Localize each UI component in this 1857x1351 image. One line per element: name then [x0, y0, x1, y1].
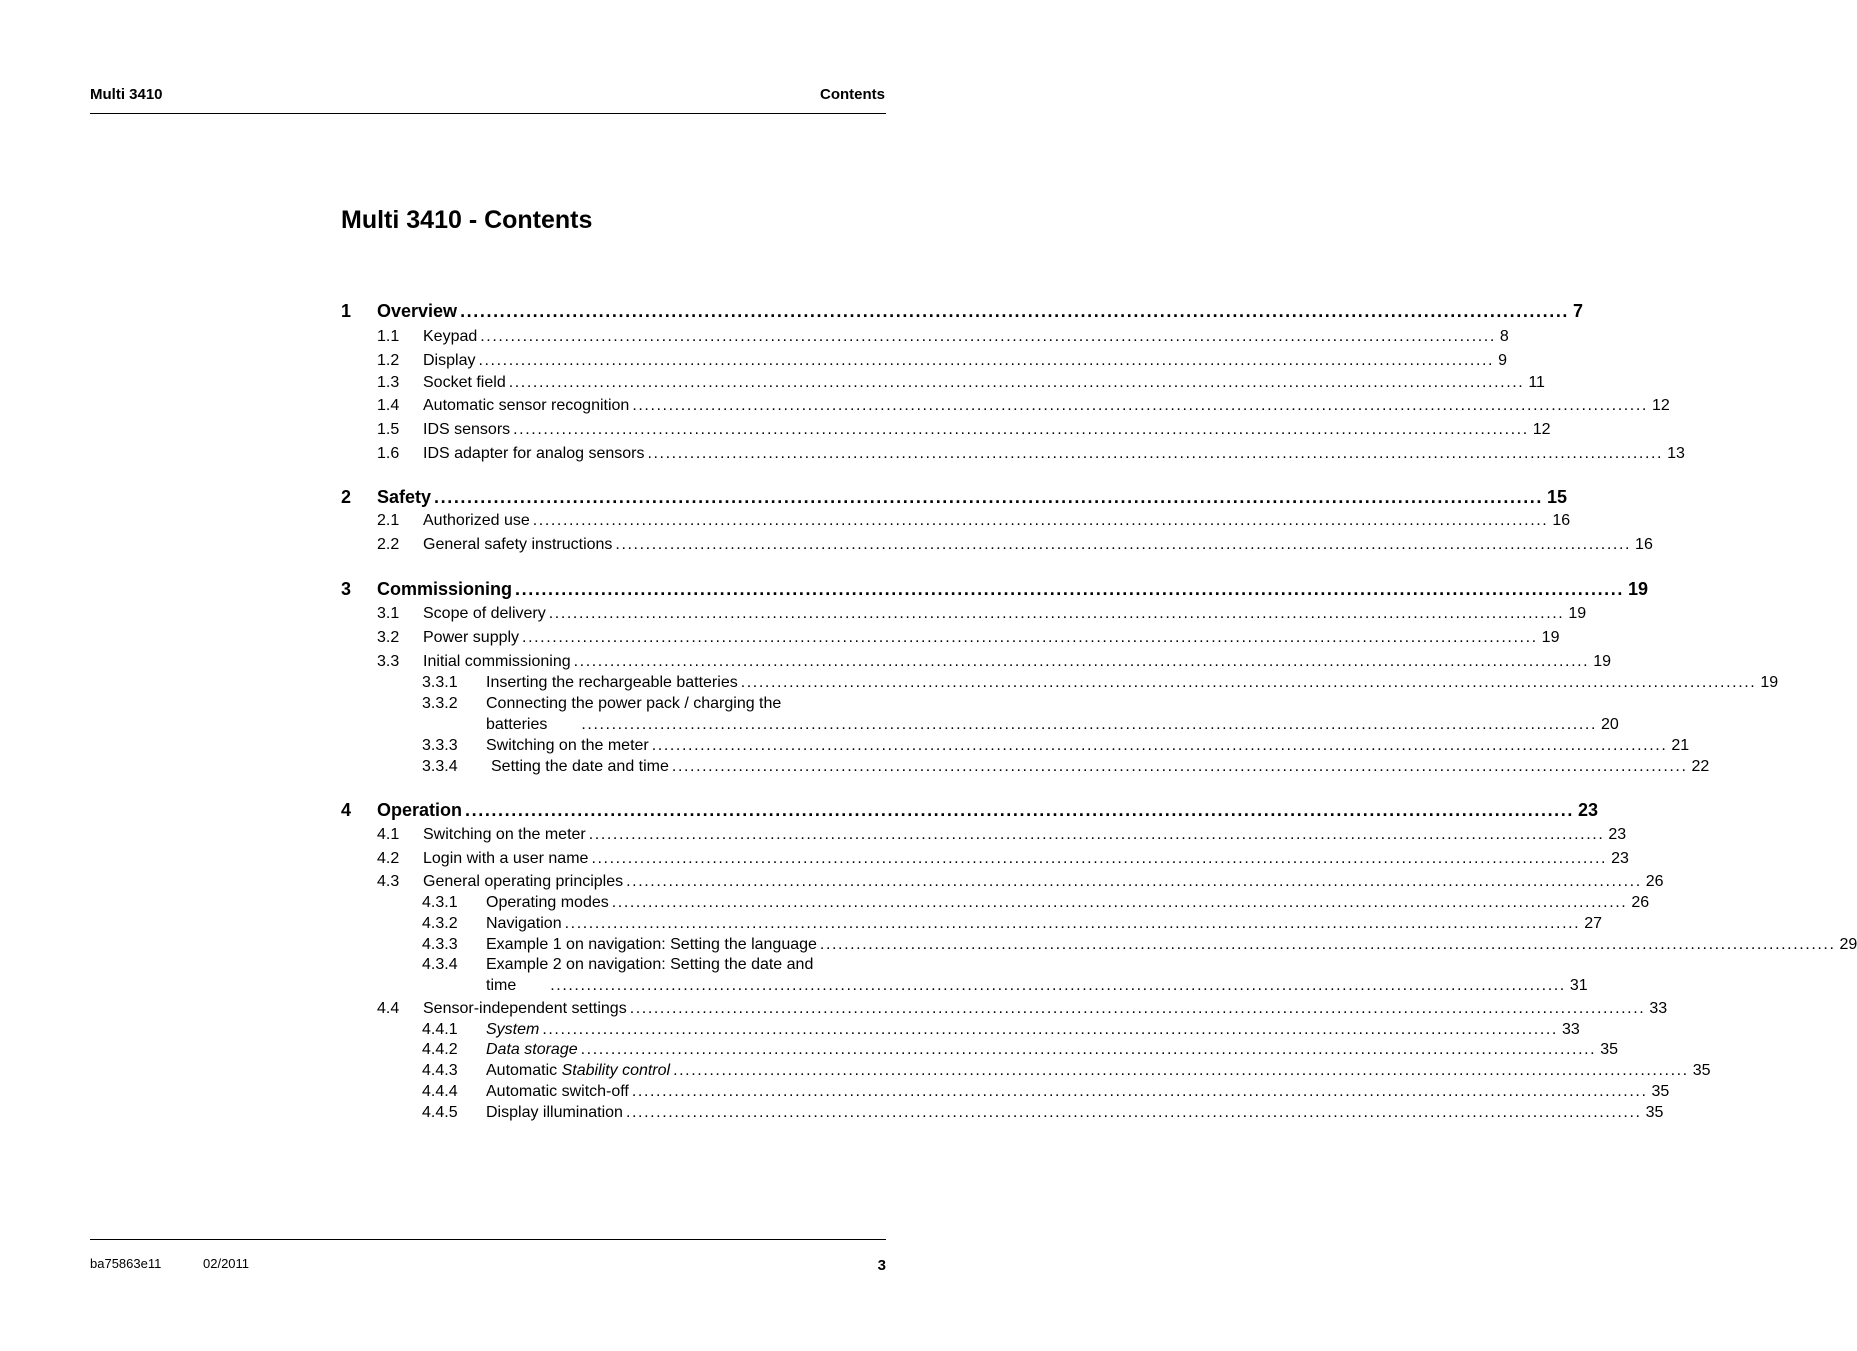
toc-page: 19 — [1627, 579, 1649, 599]
footer-date: 02/2011 — [203, 1256, 250, 1271]
toc-leader-dots: ........................................................................................................................................................................ — [478, 352, 1495, 369]
toc-title: Scope of delivery — [423, 605, 546, 622]
toc-section-switching-on-meter[interactable] — [377, 826, 1627, 844]
toc-section-general-operating[interactable] — [377, 873, 1664, 891]
toc-page: 35 — [1600, 1041, 1619, 1058]
toc-title: General operating principles — [423, 873, 624, 890]
toc-title: Switching on the meter — [423, 826, 586, 843]
toc-subsection-display-illumination[interactable] — [422, 1104, 1664, 1122]
toc-number: 4.3.3 — [422, 936, 458, 953]
toc-page: 20 — [1601, 716, 1619, 733]
toc-page: 19 — [1568, 605, 1587, 622]
toc-title: Connecting the power pack / charging the — [486, 695, 782, 712]
toc-number: 2.2 — [377, 536, 400, 553]
header-rule — [90, 113, 886, 114]
toc-page: 19 — [1541, 629, 1560, 646]
toc-page: 12 — [1532, 421, 1551, 438]
toc-leader-dots: ........................................................................................................................................................................ — [651, 737, 1668, 754]
toc-subsection-switching-on[interactable] — [422, 737, 1690, 755]
toc-leader-dots: ........................................................................................................................................................................ — [631, 1083, 1648, 1100]
toc-chapter-operation[interactable] — [341, 800, 1599, 821]
toc-chapter-safety[interactable] — [341, 487, 1568, 508]
toc-number: 4.3.2 — [422, 915, 458, 932]
toc-page: 16 — [1552, 512, 1571, 529]
toc-number: 1.3 — [377, 374, 400, 391]
toc-title: Operation — [377, 800, 463, 820]
toc-page: 19 — [1593, 653, 1612, 670]
toc-leader-dots: ........................................................................................................................................................................ — [550, 977, 1566, 994]
toc-title-continuation: time — [486, 977, 517, 994]
toc-subsection-system[interactable] — [422, 1021, 1580, 1039]
toc-number: 4.1 — [377, 826, 400, 843]
toc-leader-dots: ........................................................................................................................................................................ — [573, 653, 1590, 670]
toc-title: Commissioning — [377, 579, 513, 599]
toc-page: 23 — [1577, 800, 1599, 820]
toc-number: 3.3 — [377, 653, 400, 670]
toc-section-keypad[interactable] — [377, 328, 1509, 346]
toc-page: 27 — [1584, 915, 1603, 932]
toc-leader-dots: ........................................................................................................................................................................ — [508, 374, 1525, 391]
toc-number: 1.5 — [377, 421, 400, 438]
toc-title-continuation: batteries — [486, 716, 548, 733]
toc-number: 4.4.5 — [422, 1104, 458, 1121]
toc-number: 4.4.4 — [422, 1083, 458, 1100]
toc-title — [486, 1062, 670, 1080]
toc-leader-dots: ........................................................................................................................................................................ — [615, 536, 1632, 553]
toc-section-login[interactable] — [377, 850, 1629, 868]
toc-leader-dots: ........................................................................................................................................................................ — [542, 1021, 1558, 1038]
toc-title: Display — [423, 352, 476, 369]
toc-title: Safety — [377, 487, 432, 507]
toc-page: 35 — [1651, 1083, 1670, 1100]
toc-page: 9 — [1498, 352, 1507, 369]
toc-subsection-stability-control[interactable] — [422, 1062, 1711, 1080]
toc-section-general-safety[interactable] — [377, 536, 1653, 554]
toc-page: 16 — [1635, 536, 1653, 553]
toc-number: 4 — [341, 800, 352, 820]
toc-title: Navigation — [486, 915, 562, 932]
toc-number: 3.3.2 — [422, 695, 458, 712]
toc-chapter-overview[interactable] — [341, 301, 1584, 322]
toc-title: Power supply — [423, 629, 520, 646]
toc-page: 35 — [1692, 1062, 1711, 1079]
toc-page: 21 — [1671, 737, 1690, 754]
toc-leader-dots: ........................................................................................................................................................................ — [515, 579, 1624, 599]
toc-section-socket-field[interactable] — [377, 374, 1545, 392]
footer-rule — [90, 1239, 886, 1240]
toc-number: 4.2 — [377, 850, 400, 867]
footer-document-id: ba75863e11 — [90, 1256, 162, 1271]
toc-leader-dots: ........................................................................................................................................................................ — [434, 487, 1543, 507]
toc-number: 1 — [341, 301, 352, 321]
toc-section-ids-sensors[interactable] — [377, 421, 1551, 439]
running-header-section: Contents — [820, 86, 885, 103]
toc-subsection-setting-date-time[interactable] — [422, 758, 1710, 776]
page-title: Multi 3410 - Contents — [341, 206, 593, 234]
toc-page: 26 — [1631, 894, 1650, 911]
toc-number: 4.4.3 — [422, 1062, 458, 1079]
toc-page: 19 — [1760, 674, 1779, 691]
toc-number: 1.4 — [377, 397, 400, 414]
toc-title: Example 1 on navigation: Setting the language — [486, 936, 817, 953]
toc-subsection-example2-cont[interactable] — [422, 977, 1588, 995]
toc-chapter-commissioning[interactable] — [341, 579, 1649, 600]
toc-title: Login with a user name — [423, 850, 589, 867]
toc-section-automatic-sensor-recognition[interactable] — [377, 397, 1670, 415]
toc-subsection-switch-off[interactable] — [422, 1083, 1670, 1101]
toc-section-power-supply[interactable] — [377, 629, 1560, 647]
toc-leader-dots: ........................................................................................................................................................................ — [522, 629, 1538, 646]
toc-subsection-connecting-power-pack-cont[interactable] — [422, 716, 1619, 734]
toc-leader-dots: ........................................................................................................................................................................ — [548, 605, 1565, 622]
toc-number: 2 — [341, 487, 352, 507]
toc-leader-dots: ........................................................................................................................................................................ — [625, 1104, 1642, 1121]
toc-number: 4.3.1 — [422, 894, 458, 911]
toc-subsection-example2[interactable] — [422, 956, 886, 974]
toc-page: 22 — [1691, 758, 1710, 775]
toc-leader-dots: ........................................................................................................................................................................ — [513, 421, 1529, 438]
toc-page: 23 — [1608, 826, 1627, 843]
running-header-product: Multi 3410 — [90, 86, 163, 103]
toc-leader-dots: ........................................................................................................................................................................ — [647, 445, 1664, 462]
toc-title: Overview — [377, 301, 458, 321]
toc-number: 4.3.4 — [422, 956, 458, 973]
toc-title: IDS sensors — [423, 421, 511, 438]
toc-page: 13 — [1667, 445, 1685, 462]
toc-leader-dots: ........................................................................................................................................................................ — [671, 758, 1688, 775]
toc-number: 3.3.3 — [422, 737, 458, 754]
toc-subsection-navigation[interactable] — [422, 915, 1603, 933]
toc-title-italic: Stability control — [561, 1062, 671, 1079]
toc-page: 8 — [1499, 328, 1509, 345]
toc-title: Socket field — [423, 374, 506, 391]
toc-number: 4.4.1 — [422, 1021, 458, 1038]
toc-page: 35 — [1645, 1104, 1664, 1121]
toc-title: Automatic switch-off — [486, 1083, 629, 1100]
toc-title: Sensor-independent settings — [423, 1000, 627, 1017]
toc-page: 15 — [1547, 487, 1568, 507]
toc-page: 7 — [1573, 301, 1584, 321]
toc-leader-dots: ........................................................................................................................................................................ — [819, 936, 1836, 953]
toc-number: 2.1 — [377, 512, 400, 529]
toc-section-sensor-independent[interactable] — [377, 1000, 1668, 1018]
toc-number: 4.4.2 — [422, 1041, 458, 1058]
toc-leader-dots: ........................................................................................................................................................................ — [740, 674, 1757, 691]
toc-leader-dots: ........................................................................................................................................................................ — [611, 894, 1628, 911]
toc-title: Authorized use — [423, 512, 530, 529]
toc-title: Switching on the meter — [486, 737, 649, 754]
toc-title: Data storage — [486, 1041, 578, 1058]
toc-leader-dots: ........................................................................................................................................................................ — [673, 1062, 1689, 1079]
toc-page: 11 — [1528, 374, 1545, 391]
toc-leader-dots: ........................................................................................................................................................................ — [465, 800, 1574, 820]
toc-subsection-connecting-power-pack[interactable] — [422, 695, 886, 713]
toc-leader-dots: ........................................................................................................................................................................ — [480, 328, 1496, 345]
toc-number: 1.6 — [377, 445, 400, 462]
toc-number: 1.2 — [377, 352, 400, 369]
toc-number: 1.1 — [377, 328, 400, 345]
toc-leader-dots: ........................................................................................................................................................................ — [629, 1000, 1646, 1017]
toc-number: 3.3.4 — [422, 758, 458, 775]
toc-number: 4.4 — [377, 1000, 400, 1017]
toc-section-display[interactable] — [377, 352, 1507, 370]
toc-title: Display illumination — [486, 1104, 623, 1121]
toc-title: System — [486, 1021, 540, 1038]
toc-title-prefix: Automatic — [486, 1062, 562, 1079]
toc-page: 33 — [1561, 1021, 1580, 1038]
toc-number: 3.1 — [377, 605, 400, 622]
toc-section-initial-commissioning[interactable] — [377, 653, 1612, 671]
toc-leader-dots: ........................................................................................................................................................................ — [632, 397, 1648, 414]
toc-leader-dots: ........................................................................................................................................................................ — [581, 716, 1597, 733]
toc-title: IDS adapter for analog sensors — [423, 445, 645, 462]
footer-page-number: 3 — [877, 1257, 886, 1274]
toc-leader-dots: ........................................................................................................................................................................ — [460, 301, 1570, 321]
toc-title: Keypad — [423, 328, 478, 345]
toc-section-authorized-use[interactable] — [377, 512, 1571, 530]
toc-subsection-data-storage[interactable] — [422, 1041, 1619, 1059]
toc-leader-dots: ........................................................................................................................................................................ — [591, 850, 1608, 867]
toc-title: Automatic sensor recognition — [423, 397, 630, 414]
toc-number: 3.2 — [377, 629, 400, 646]
toc-page: 29 — [1839, 936, 1857, 953]
toc-leader-dots: ........................................................................................................................................................................ — [564, 915, 1581, 932]
toc-section-scope-of-delivery[interactable] — [377, 605, 1587, 623]
toc-title: Example 2 on navigation: Setting the date and — [486, 956, 814, 973]
toc-page: 23 — [1611, 850, 1629, 867]
toc-title: Operating modes — [486, 894, 609, 911]
toc-title: Initial commissioning — [423, 653, 571, 670]
toc-title: Inserting the rechargeable batteries — [486, 674, 738, 691]
toc-leader-dots: ........................................................................................................................................................................ — [532, 512, 1549, 529]
toc-subsection-inserting-batteries[interactable] — [422, 674, 1779, 692]
toc-page: 12 — [1651, 397, 1670, 414]
toc-leader-dots: ........................................................................................................................................................................ — [626, 873, 1642, 890]
toc-title: Setting the date and time — [491, 758, 669, 775]
toc-page: 31 — [1569, 977, 1588, 994]
toc-leader-dots: ........................................................................................................................................................................ — [580, 1041, 1597, 1058]
toc-subsection-operating-modes[interactable] — [422, 894, 1650, 912]
toc-number: 4.3 — [377, 873, 400, 890]
toc-page: 26 — [1645, 873, 1664, 890]
toc-subsection-example1[interactable] — [422, 936, 1857, 954]
toc-section-ids-adapter[interactable] — [377, 445, 1685, 463]
toc-page: 33 — [1649, 1000, 1668, 1017]
toc-leader-dots: ........................................................................................................................................................................ — [588, 826, 1605, 843]
toc-number: 3.3.1 — [422, 674, 458, 691]
toc-title: General safety instructions — [423, 536, 613, 553]
toc-number: 3 — [341, 579, 352, 599]
